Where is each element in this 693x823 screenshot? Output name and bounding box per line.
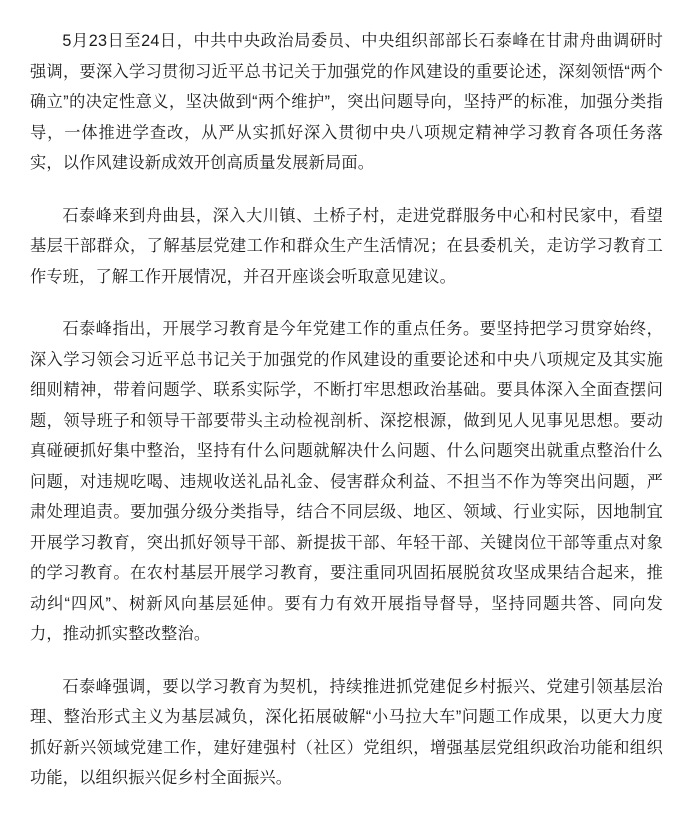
document-paragraph: 石泰峰强调，要以学习教育为契机，持续推进抓党建促乡村振兴、党建引领基层治理、整治形式主义为基层减负，深化拓展破解“小马拉大车”问题工作成果，以更大力度抓好新兴领域党建工作，建好建强村（社区）党组织，增强基层党组织政治功能和组织功能，以组织振兴促乡村全面振兴。 — [30, 677, 663, 787]
document-paragraph: 5月23日至24日，中共中央政治局委员、中央组织部部长石泰峰在甘肃舟曲调研时强调，要深入学习贯彻习近平总书记关于加强党的作风建设的重要论述，深刻领悟“两个确立”的决定性意义，坚决做到“两个维护”，突出问题导向，坚持严的标准，加强分类指导，一体推进学查改，从严从实抓好深入贯彻中央八项规定精神学习教育各项任务落实，以作风建设新成效开创高质量发展新局面。 — [30, 32, 663, 172]
document-paragraph: 石泰峰指出，开展学习教育是今年党建工作的重点任务。要坚持把学习贯穿始终，深入学习领会习近平总书记关于加强党的作风建设的重要论述和中央八项规定及其实施细则精神，带着问题学、联系实际学，不断打牢思想政治基础。要具体深入全面查摆问题，领导班子和领导干部要带头主动检视剖析、深挖根源，做到见人见事见思想。要动真碰硬抓好集中整治，坚持有什么问题就解决什么问题、什么问题突出就重点整治什么问题，对违规吃喝、违规收送礼品礼金、侵害群众利益、不担当不作为等突出问题，严肃处理追责。要加强分级分类指导，结合不同层级、地区、领域、行业实际，因地制宜开展学习教育，突出抓好领导干部、新提拔干部、年轻干部、关键岗位干部等重点对象的学习教育。在农村基层开展学习教育，要注重同巩固拓展脱贫攻坚成果结合起来，推动纠“四风”、树新风向基层延伸。要有力有效开展指导督导，坚持同题共答、同向发力，推动抓实整改整治。 — [30, 320, 663, 643]
document-paragraph: 石泰峰来到舟曲县，深入大川镇、土桥子村，走进党群服务中心和村民家中，看望基层干部群众，了解基层党建工作和群众生产生活情况；在县委机关，走访学习教育工作专班，了解工作开展情况，并召开座谈会听取意见建议。 — [30, 206, 663, 286]
